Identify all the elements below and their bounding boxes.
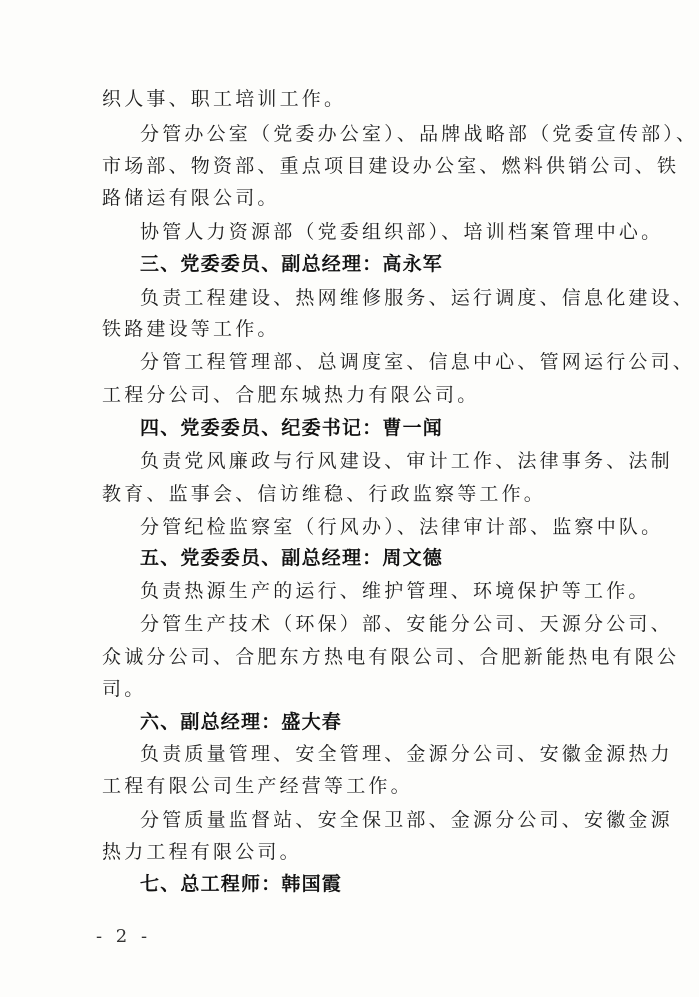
text-line: 众诚分公司、合肥东方热电有限公司、合肥新能热电有限公 [102, 646, 680, 668]
text-line: 工程有限公司生产经营等工作。 [102, 775, 413, 797]
text-line: 市场部、物资部、重点项目建设办公室、燃料供销公司、铁 [102, 155, 680, 177]
text-line: 分管工程管理部、总调度室、信息中心、管网运行公司、 [140, 351, 696, 373]
text-line: 协管人力资源部（党委组织部）、培训档案管理中心。 [140, 221, 664, 243]
text-line: 负责热源生产的运行、维护管理、环境保护等工作。 [140, 580, 651, 602]
text-line: 工程分公司、合肥东城热力有限公司。 [102, 384, 480, 406]
text-line: 分管纪检监察室（行风办）、法律审计部、监察中队。 [140, 516, 664, 538]
text-line: 热力工程有限公司。 [102, 841, 302, 863]
section-heading: 四、党委委员、纪委书记：曹一闻 [140, 417, 444, 439]
section-heading: 六、副总经理：盛大春 [140, 711, 343, 733]
text-line: 负责工程建设、热网维修服务、运行调度、信息化建设、 [140, 287, 696, 309]
text-line: 教育、监事会、信访维稳、行政监察等工作。 [102, 483, 547, 505]
text-line: 铁路建设等工作。 [102, 318, 280, 340]
text-line: 分管生产技术（环保）部、安能分公司、天源分公司、 [140, 613, 673, 635]
section-heading: 七、总工程师：韩国霞 [140, 873, 343, 895]
text-line: 司。 [102, 678, 147, 700]
section-heading: 三、党委委员、副总经理：高永军 [140, 253, 444, 275]
section-heading: 五、党委委员、副总经理：周文德 [140, 547, 444, 569]
text-line: 负责质量管理、安全管理、金源分公司、安徽金源热力 [140, 743, 673, 765]
text-line: 分管办公室（党委办公室）、品牌战略部（党委宣传部）、 [140, 123, 699, 145]
text-line: 分管质量监督站、安全保卫部、金源分公司、安徽金源 [140, 809, 673, 831]
text-line: 织人事、职工培训工作。 [102, 88, 347, 110]
page-number: - 2 - [96, 926, 152, 947]
text-line: 路储运有限公司。 [102, 187, 280, 209]
text-line: 负责党风廉政与行风建设、审计工作、法律事务、法制 [140, 450, 673, 472]
